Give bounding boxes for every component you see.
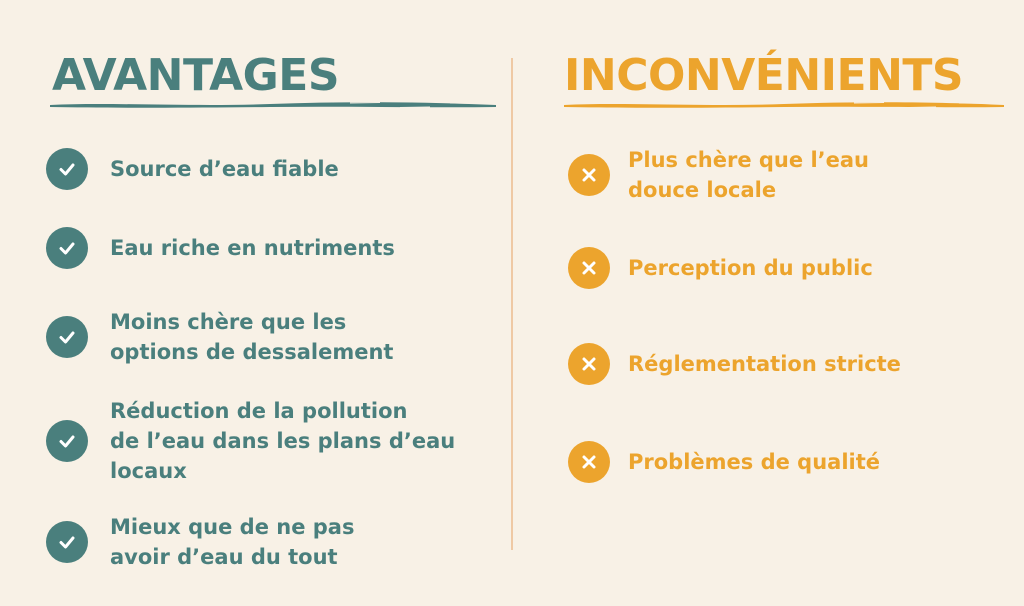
check-icon <box>46 420 88 462</box>
avantage-item-4 <box>46 396 496 486</box>
inconvenient-label: Problèmes de qualité <box>628 450 880 474</box>
avantages-heading: AVANTAGES <box>52 50 340 101</box>
inconvenients-brush-underline <box>564 101 1004 109</box>
avantage-item-1 <box>46 148 496 190</box>
check-icon <box>46 148 88 190</box>
inconvenient-item-2 <box>568 247 1008 289</box>
avantage-item-2 <box>46 227 496 269</box>
avantage-label: Eau riche en nutriments <box>110 236 395 260</box>
column-divider <box>511 58 513 550</box>
avantages-column <box>0 0 510 606</box>
cross-icon <box>568 343 610 385</box>
avantage-label: Réduction de la pollution de l’eau dans les plans d’eau locaux <box>110 399 456 483</box>
inconvenient-item-1 <box>568 145 1008 205</box>
inconvenients-heading: INCONVÉNIENTS <box>564 50 964 101</box>
check-icon <box>46 227 88 269</box>
check-icon <box>46 316 88 358</box>
cross-icon <box>568 154 610 196</box>
cross-icon <box>568 441 610 483</box>
inconvenient-label: Perception du public <box>628 256 873 280</box>
inconvenients-column <box>516 0 1024 606</box>
check-icon <box>46 521 88 563</box>
cross-icon <box>568 247 610 289</box>
avantage-label: Source d’eau fiable <box>110 157 339 181</box>
avantage-label: Moins chère que les options de dessalement <box>110 310 394 364</box>
inconvenient-label: Plus chère que l’eau douce locale <box>628 148 869 202</box>
inconvenient-item-3 <box>568 343 1008 385</box>
avantage-item-5 <box>46 512 496 572</box>
inconvenient-label: Réglementation stricte <box>628 352 901 376</box>
avantage-label: Mieux que de ne pas avoir d’eau du tout <box>110 515 355 569</box>
avantage-item-3 <box>46 307 496 367</box>
avantages-brush-underline <box>50 101 496 109</box>
inconvenient-item-4 <box>568 441 1008 483</box>
